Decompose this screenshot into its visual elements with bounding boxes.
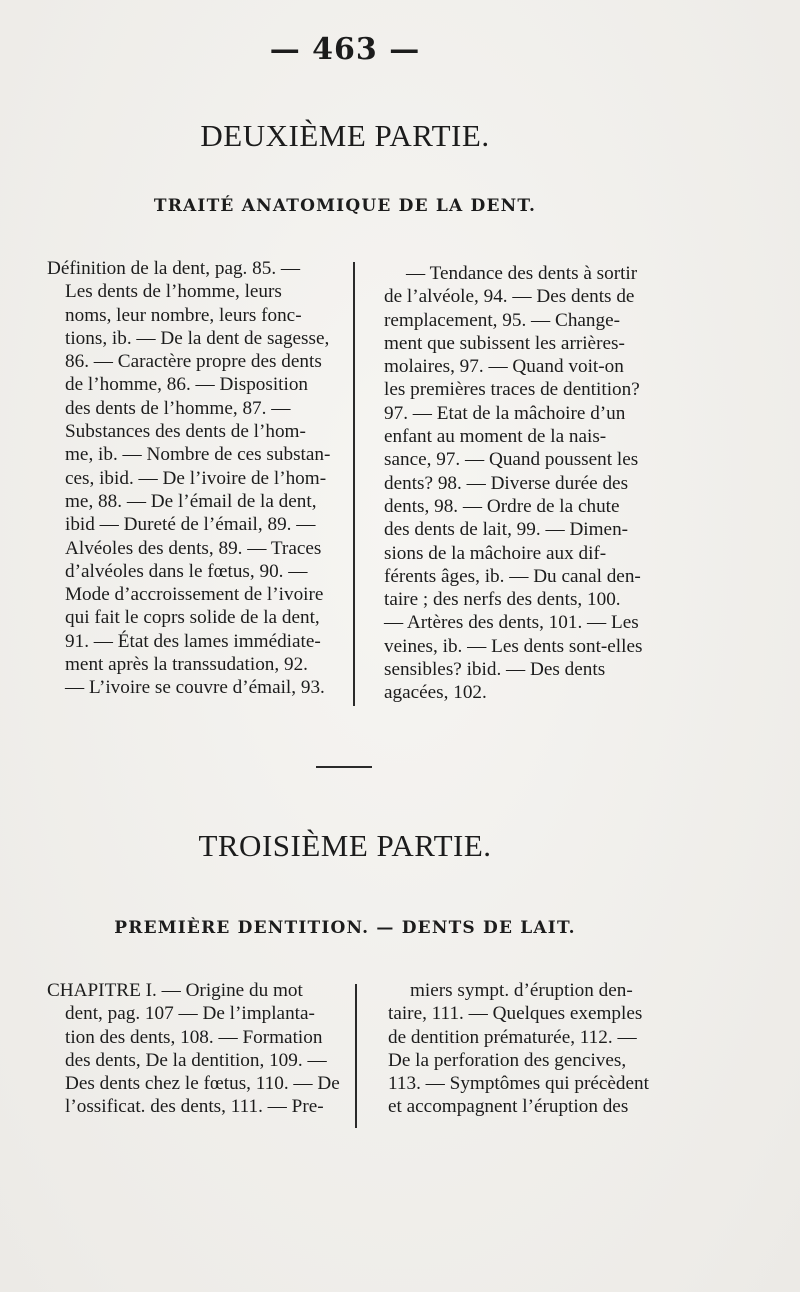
index-line: tion des dents, 108. — Formation [65,1026,323,1048]
index-line: dents, 98. — Ordre de la chute [384,495,620,517]
index-line: d’alvéoles dans le fœtus, 90. — [65,560,308,582]
index-line: ment après la transsudation, 92. [65,654,308,676]
index-line: ibid — Dureté de l’émail, 89. — [65,514,316,536]
index-line: 113. — Symptômes qui précèdent [388,1073,649,1095]
column-divider [355,984,357,1128]
index-line: enfant au moment de la nais- [384,426,607,448]
index-line: 97. — Etat de la mâchoire d’un [384,402,626,424]
index-line: dent, pag. 107 — De l’implanta- [65,1003,315,1025]
index-line: férents âges, ib. — Du canal den- [384,565,641,587]
index-line: les premières traces de dentition? [384,379,640,401]
index-line: des dents de lait, 99. — Dimen- [384,519,629,541]
part-two-right-column [384,262,684,705]
column-divider [353,262,355,706]
index-line: de l’alvéole, 94. — Des dents de [384,286,635,308]
index-line: — Artères des dents, 101. — Les [384,612,639,634]
index-line: l’ossificat. des dents, 111. — Pre- [65,1096,324,1118]
index-line: — Tendance des dents à sortir [406,263,638,284]
part-three-section-title: PREMIÈRE DENTITION. — DENTS DE LAIT. [114,918,576,938]
index-line: ces, ibid. — De l’ivoire de l’hom- [65,467,327,489]
index-line: 91. — État des lames immédiate- [65,630,321,652]
index-line: Des dents chez le fœtus, 110. — De [65,1073,340,1095]
index-line: dents? 98. — Diverse durée des [384,472,629,494]
index-line: me, 88. — De l’émail de la dent, [65,490,317,512]
index-line: de dentition prématurée, 112. — [388,1026,637,1048]
index-line: Alvéoles des dents, 89. — Traces [65,537,322,559]
index-line: — L’ivoire se couvre d’émail, 93. [65,677,325,699]
part-three-heading: TROISIÈME PARTIE. [198,828,492,863]
page-number: — 463 — [269,32,421,67]
index-line: De la perforation des gencives, [388,1049,627,1071]
index-line: Les dents de l’homme, leurs [65,281,282,303]
index-line: noms, leur nombre, leurs fonc- [65,304,302,326]
index-line: molaires, 97. — Quand voit-on [384,356,624,378]
part-three-left-column [47,979,345,1119]
part-two-heading: DEUXIÈME PARTIE. [200,118,490,153]
part-two-left-column [47,257,345,700]
index-line: sance, 97. — Quand poussent les [384,449,639,471]
section-separator-rule [316,766,372,768]
index-line: tions, ib. — De la dent de sagesse, [65,327,330,349]
index-line: sions de la mâchoire aux dif- [384,542,607,564]
index-line: Mode d’accroissement de l’ivoire [65,584,324,606]
index-line: de l’homme, 86. — Disposition [65,374,309,396]
index-line: taire ; des nerfs des dents, 100. [384,589,621,611]
part-three-right-column [388,979,684,1119]
index-line: des dents de l’homme, 87. — [65,397,291,419]
part-two-section-title: TRAITÉ ANATOMIQUE DE LA DENT. [153,196,537,216]
index-line: taire, 111. — Quelques exemples [388,1003,643,1025]
index-line: ment que subissent les arrières- [384,332,625,354]
index-line: remplacement, 95. — Change- [384,309,621,331]
index-line: CHAPITRE I. — Origine du mot [47,980,303,1001]
index-line: veines, ib. — Les dents sont-elles [384,635,643,657]
index-line: sensibles? ibid. — Des dents [384,659,606,681]
index-line: des dents, De la dentition, 109. — [65,1049,327,1071]
index-line: Substances des dents de l’hom- [65,421,306,443]
index-line: agacées, 102. [384,682,487,704]
index-line: me, ib. — Nombre de ces substan- [65,444,331,466]
index-line: 86. — Caractère propre des dents [65,351,322,373]
index-line: et accompagnent l’éruption des [388,1096,629,1118]
index-line: miers sympt. d’éruption den- [410,980,633,1001]
index-line: Définition de la dent, pag. 85. — [47,258,301,279]
index-line: qui fait le coprs solide de la dent, [65,607,320,629]
